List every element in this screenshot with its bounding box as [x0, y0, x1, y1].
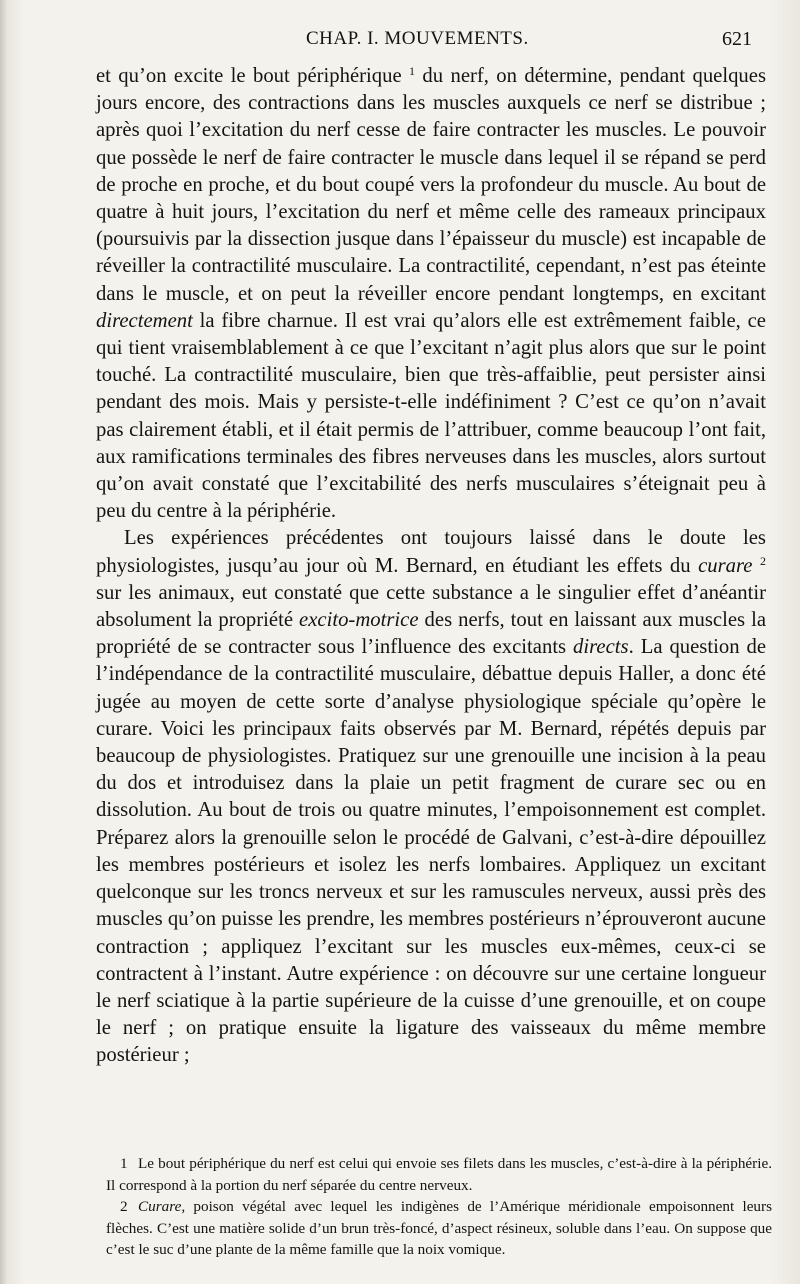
footnote-2: [106, 1196, 772, 1261]
footnote-number: 2: [120, 1198, 128, 1215]
body-text: [96, 63, 766, 1070]
paragraph-text: la fibre charnue. Il est vrai qu’alors elle est extrêmement faible, ce qui tient vraisemblablement à ce que l’excitant n’agit plus alors que sur le point touché. La contractilité musculaire, bien que très-affaiblie, peut persister ainsi pendant des mois. Mais y persiste-t-elle indéfiniment ? C’est ce qu’on n’avait pas clairement établi, et il était permis de l’attribuer, comme beaucoup l’ont fait, aux ramifications terminales des fibres nerveuses dans les muscles, alors surtout qu’on avait constaté que l’excitabilité des nerfs musculaires s’éteignait peu à peu du centre à la périphérie.: [96, 309, 766, 523]
footnote-number: 1: [120, 1155, 128, 1172]
paragraph-text: du nerf, on détermine, pendant quelques jours encore, des contractions dans les muscles auxquels ce nerf se distribue ; après quoi l’excitation du nerf cesse de faire contracter les muscles. Le pouvoir que possède le nerf de faire contracter le muscle dans lequel il se répand se perd de proche en proche, et du bout coupé vers la profondeur du muscle. Au bout de quatre à huit jours, l’excitation du nerf et même celle des rameaux principaux (poursuivis par la dissection jusque dans l’épaisseur du muscle) est incapable de réveiller la contractilité musculaire. La contractilité, cependant, n’est pas éteinte dans le muscle, et on peut la réveiller encore pendant longtemps, en excitant: [96, 65, 767, 305]
page-spine-shadow: [0, 0, 8, 1284]
emphasis: curare: [698, 554, 753, 577]
footnote-text: poison végétal avec lequel les indigènes de l’Amérique méridionale empoisonnent leurs flèches. C’est une matière solide d’un brun très-foncé, d’aspect résineux, soluble dans l’eau. On suppose que c’est le suc d’une plante de la même famille que la noix vomique.: [106, 1198, 772, 1258]
paragraph: [96, 525, 766, 1069]
paragraph-text: des nerfs, tout en laissant aux muscles la propriété de se contracter sous l’influence des excitants: [96, 609, 766, 659]
paragraph-text: et qu’on excite le bout périphérique: [96, 65, 402, 87]
footnote-term: Curare,: [138, 1198, 186, 1215]
paragraph-text: . La question de l’indépendance de la contractilité musculaire, débattue depuis Haller, a donc été jugée au moyen de cette sorte d’analyse physiologique spéciale qu’opère le curare. Voici les principaux faits observés par M. Bernard, répétés depuis par beaucoup de physiologistes. Pratiquez sur une grenouille une incision à la peau du dos et introduisez dans la plaie un petit fragment de curare sec ou en dissolution. Au bout de trois ou quatre minutes, l’empoisonnement est complet. Préparez alors la grenouille selon le procédé de Galvani, c’est-à-dire dépouillez les membres postérieurs et isolez les nerfs lombaires. Appliquez un excitant quelconque sur les troncs nerveux et sur les ramuscules nerveux, aussi près des muscles qu’on puisse les prendre, les membres postérieurs n’éprouveront aucune contraction ; appliquez l’excitant sur les muscles eux-mêmes, ceux-ci se contractent à l’instant. Autre expérience : on découvre sur une certaine longueur le nerf sciatique à la partie supérieure de la cuisse d’une grenouille, et on coupe le nerf ; on pratique ensuite la ligature des vaisseaux du même membre postérieur ;: [96, 636, 767, 1067]
running-head: CHAP. I. MOUVEMENTS.: [306, 28, 529, 49]
footnote-text: Le bout périphérique du nerf est celui qui envoie ses filets dans les muscles, c’est-à-dire à la périphérie. Il correspond à la portion du nerf séparée du centre nerveux.: [106, 1155, 772, 1194]
page-number: 621: [722, 28, 752, 50]
footnotes: [106, 1153, 772, 1261]
emphasis: directement: [96, 309, 193, 332]
paragraph-continued: [96, 63, 766, 525]
emphasis: excito-motrice: [299, 609, 419, 632]
emphasis: directs: [573, 636, 629, 659]
paragraph-text: Les expériences précédentes ont toujours laissé dans le doute les physiologistes, jusqu’au jour où M. Bernard, en étudiant les effets du: [96, 527, 766, 577]
footnote-ref-2: 2: [760, 553, 767, 568]
paragraph-text: sur les animaux, eut constaté que cette substance a le singulier effet d’anéantir absolument la propriété: [96, 581, 766, 632]
footnote-1: [106, 1153, 772, 1196]
page-header: [96, 28, 756, 58]
footnote-ref-1: 1: [409, 64, 416, 78]
